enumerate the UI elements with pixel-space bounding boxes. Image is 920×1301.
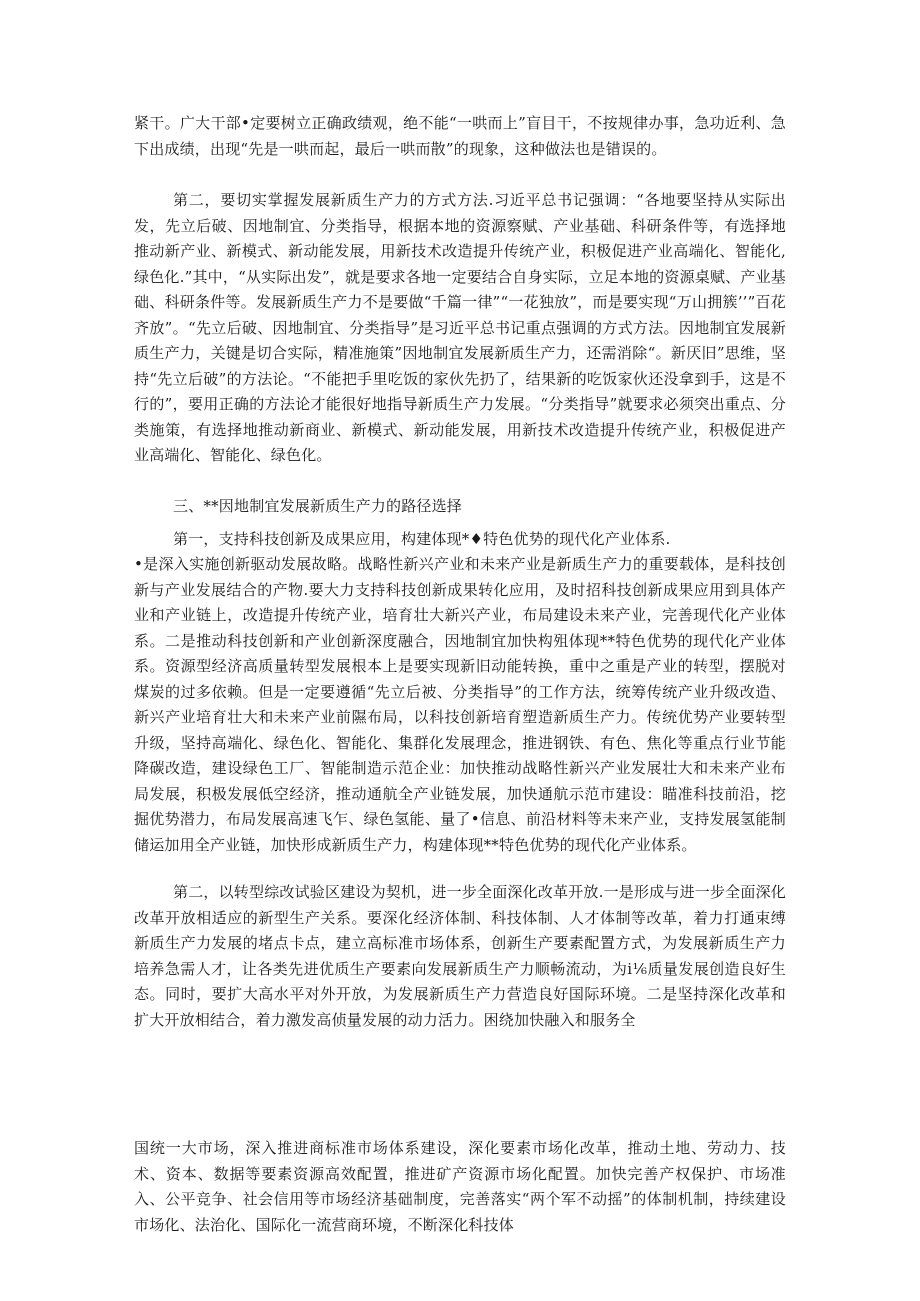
paragraph-innovation: •是深入实施创新驱动发展故略。战略性新兴产业和未来产业是新质生产力的重要载体，是科技创新与产业发展结合的产物.要大力支持科技创新成果转化应用，及时招科技创新成果应用到具体产业和产业链上，改造提升传统产业，培育壮大新兴产业，布局建设未来产业，完善现代化产业体系。二是推动科技创新和产业创新深度融合，因地制宜加快构殂体现**特色优势的现代化产业体系。资源型经济高质量转型发展根本上是要实现新旧动能转换，重中之重是产业的转型，摆脱对煤炭的过多依赖。但是一定要遵循“先立后被、分类指导”的工作方法，统筹传统产业升级改造、新兴产业培育壮大和未来产业前隰布局，以科技创新培育塑造新质生产力。传统优势产业要转型升级，坚持高端化、绿色化、智能化、集群化发展理念，推进钢铁、有色、焦化等重点行业节能降碳改造，建设绿色工厂、智能制造示范企业：加快推动战略性新兴产业发展壮大和未来产业布局发展，积极发展低空经济，推动通航全产业链发展，加快通航示范市建设：瞄准科技前沿，挖掘优势潜力，布局发展高速飞乍、绿色氢能、量了•信息、前沿材料等未来产业，支持发展氢能制储运加用全产业链，加快形成新质生产力，构建体现**特色优势的现代化产业体系。 [134, 555, 786, 854]
paragraph-first-heading: 第一，支持科技创新及成果应用，构建体现*♦特色优势的现代化产业体系. [173, 530, 671, 548]
paragraph-continuation: 紧干。广大干部•定要树立正确政绩观，绝不能“一哄而上”盲目干，不按规律办事，急功近利、急下出成绩，出现“先是一哄而起，最后一哄而散”的现象，这种做法也是错误的。 [134, 114, 786, 158]
paragraph-market: 国统一大市场，深入推进商标准市场体系建设，深化要素市场化改革，推动土地、劳动力、技术、资本、数据等要素资源高效配置，推进矿产资源市场化配置。加快完善产权保护、市场准入、公平竞争、社会信用等市场经济基础制度，完善落实“两个军不动摇”的体制机制，持续建设市场化、法治化、国际化一流营商环境，不断深化科技体 [134, 1139, 786, 1234]
paragraph-reform: 第二，以转型综改试验区建设为契机，进一步全面深化改革开放.一是形成与进一步全面深化改革开放相适应的新型生产关系。要深化经济体制、科技体制、人才体制等改革，着力打通束缚新质生产力发展的堵点卡点，建立高标准市场体系，创新生产要素配置方式，为发展新质生产力培养急需人才，让各类先进优质生产要素向发展新质生产力顺畅流动，为i⅙质量发展创造良好生态。同时，要扩大高水平对外开放，为发展新质生产力营造良好国际环境。二是坚持深化改革和扩大开放相结合，着力激发高侦量发展的动力活力。困绕加快融入和服务全 [134, 883, 786, 1029]
paragraph-methods: 第二，要切实掌握发展新质生产力的方式方法.习近平总书记强调：“各地要坚持从实际出发，先立后破、因地制宜、分类指导，根据本地的资源察赋、产业基础、科研条件等，有选择地推动新产业、新模式、新动能发展，用新技术改造提升传统产业，积极促进产业高端化、智能化,绿色化.”其中，“从实际出发”，就是要求各地一定要结合自身实际，立足本地的资源桌赋、产业基础、科研条件等。发展新质生产力不是要做“千篇一律”“一花独放”，而是要实现“万山拥簇’’”百花齐放”。“先立后破、因地制宜、分类指导”是习近平总书记重点强调的方式方法。因地制宜发展新质生产力，关键是切合实际，精准施策”因地制宜发展新质生产力，还需消除“。新厌旧”思维，坚持“先立后破”的方法论。“不能把手里吃饭的家伙先扔了，结果新的吃饭家伙还没拿到手，这是不行的”，要用正确的方法论才能很好地指导新质生产力发展。“分类指导”就要求必须突出重点、分类施策，有选择地推动新商业、新模式、新动能发展，用新技术改造提升传统产业，积极促进产业高端化、智能化、绿色化。 [134, 191, 786, 464]
section-heading: 三、**因地制宜发展新质生产力的路径选择 [173, 497, 463, 515]
